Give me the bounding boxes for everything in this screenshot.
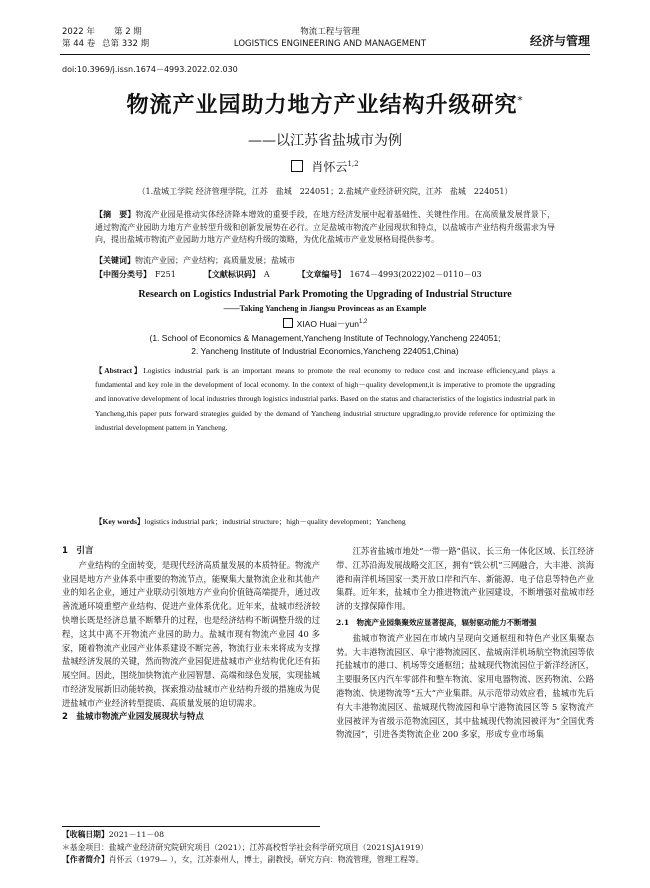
affiliation-en-line: 2. Yancheng Institute of Industrial Economics,Yancheng 224051,China) [191,346,459,356]
received-label: 【收稿日期】 [62,830,109,839]
body-paragraph: 江苏省盐城市地处“一带一路”倡议、长三角一体化区域、长江经济带、江苏沿海发展战略交汇区，拥有“铁公机”三网融合，大丰港、滨海港和南洋机场国家一类开放口岸和汽车、新能源、电子信息等特色产业集群。近年来，盐城市全力推进物流产业园建设，不断增强对盐城市经济的支撑保障作用。 [336,546,594,612]
author-name: 肖怀云 [311,160,348,174]
footnote-rule [62,826,320,827]
issue-number: 第 2 期 [114,27,142,37]
body-paragraph: 产业结构的全面转变，是现代经济高质量发展的本质特征。物流产业园是地方产业体系中重要的物流节点，能聚集大量物流企业和其他产业的知名企业，通过产业联动引领地方产业向价值链高端提升，通过改善流通环境重塑产业结构、促进产业体系优化。近年来，盐城市经济较快增长既是经济总量不断攀升的过程，也是经济结构不断调整升级的过程，这其中离不开物流产业园的助力。盐城市现有物流产业园 40 多家，随着物流产业园产业体系建设不断完善，物流行业未来将成为支撑盐城经济发展的关键，然而物流产业园促进盐城市产业结构优化还有拓展空间。因此，围绕加快物流产业园智慧、高端和绿色发展，实现盐城市经济发展新旧动能转换，探索推动盐城市产业结构升级的措施成为促进盐城市产业经济转型提质、高质量发展的迫切需求。 [62,559,320,708]
affiliation-en [60,332,590,358]
title-en: Research on Logistics Industrial Park Promoting the Upgrading of Industrial Structure [138,289,512,300]
author-affil-mark: 1,2 [347,160,359,168]
subsection-heading: 2.1 物流产业园集聚效应显著提高，辐射驱动能力不断增强 [336,617,537,627]
section-name: 经济与管理 [529,34,590,48]
header-rule [60,54,590,55]
footnotes [62,829,590,867]
issue-info [62,26,149,50]
paper-title-text: 物流产业园助力地方产业结构升级研究 [126,92,518,118]
author-en-line [60,318,590,330]
abstract-en-text: Logistics industrial park is an important means to promote the real economy to reduce cost and increase efficiency,and plays a fundamental and key role in the development of local economy. In the context of high－quality development,it is imperative to promote the upgrading and innovative development of local industries through logistics industrial parks. Based on the status and characteristics of the logistics industrial park in Yancheng,this paper puts forward strategies guided by the demand of Yancheng industrial structure upgrading,to provide reference for optimizing the industrial development pattern in Yancheng. [95,366,555,432]
subtitle-en: ——Taking Yancheng in Jiangsu Provinceas as an Example [223,304,427,313]
keywords-cn-label: 【关键词】 [95,255,135,265]
doi: doi:10.3969/j.issn.1674－4993.2022.02.030 [62,65,238,74]
checkbox-icon [291,160,303,172]
abstract-en [95,364,555,435]
journal-name-en: LOGISTICS ENGINEERING AND MANAGEMENT [233,39,427,49]
classification-row [95,269,555,280]
author-bio-label: 【作者简介】 [62,855,109,864]
abstract-cn-label: 【摘 要】 [95,209,136,219]
journal-name-cn: 物流工程与管理 [300,27,360,37]
abstract-cn-text: 物流产业园是推动实体经济降本增效的重要手段，在地方经济发展中起着基础性、关键性作用。在高质量发展背景下，通过物流产业园助力地方产业转型升级和创新发展势在必行。立足盐城市物流产业园现状和特点，以盐城市产业结构升级需求为导向，提出盐城市物流产业园助力地方产业结构升级的策略，为优化盐城市产业发展格局提供参考。 [95,210,555,244]
abstract-en-label: 【Abstract】 [95,366,144,375]
received-date: 2021－11－08 [108,830,165,839]
author-en-name: XIAO Huai－yun [296,319,360,329]
affiliation-cn: （1.盐城工学院 经济管理学院，江苏 盐城 224051；2.盐城产业经济研究院，江苏 盐城 224051） [137,187,513,196]
total-issue: 总第 332 期 [102,39,150,49]
keywords-en-text: logistics industrial park；industrial structure；high－quality development；Yancheng [144,517,406,526]
doc-code-label: 【文献标识码】 [203,269,256,279]
section-heading: 1 引言 [62,546,94,556]
title-footnote-mark: * [517,95,524,107]
body-right-column [336,545,594,742]
keywords-en [95,516,555,527]
fund-note: ＊基金项目：盐城产业经济研究院研究项目（2021）；江苏高校哲学社会科学研究项目（2021SJA1919） [62,842,429,852]
checkbox-icon [283,318,293,328]
author-bio: 肖怀云（1979— ），女，江苏泰州人，博士，副教授，研究方向：物流管理，管理工程等。 [108,855,424,864]
author-en-affil-mark: 1,2 [359,319,368,326]
article-no-label: 【文章编号】 [297,269,342,279]
year: 2022 年 [62,27,95,37]
body-left-column [62,545,320,724]
clc-value: F251 [155,270,176,279]
doc-code-value: A [263,270,270,279]
journal-name [200,26,460,50]
keywords-cn [95,255,555,266]
article-no-value: 1674－4993(2022)02－0110－03 [349,270,482,279]
section-heading: 2 盐城市物流产业园发展现状与特点 [62,711,204,722]
affiliation-en-line: (1. School of Economics & Management,Yancheng Institute of Technology,Yancheng 224051; [149,333,501,343]
keywords-en-label: 【Key words】 [95,517,145,526]
paper-subtitle: ——以江苏省盐城市为例 [248,133,402,149]
author-line [40,158,610,175]
paper-title [40,88,610,119]
clc-label: 【中图分类号】 [95,269,147,279]
body-paragraph: 盐城市物流产业园在市域内呈现向交通枢纽和特色产业区集聚态势。大丰港物流园区、阜宁港物流园区、盐城南洋机场航空物流园等依托盐城市的港口、机场等交通枢纽；盐城现代物流园位于新洋经济区，主要服务区内汽车零部件和整车物流、家用电器物流、医药物流、公路港物流、快递物流等“五大”产业集群。从示范带动效应看，盐城市先后有大丰港物流园区、盐城现代物流园和阜宁港物流园区等 5 家物流产业园被评为省级示范物流园区，其中盐城现代物流园被评为“全国优秀物流园”，引进各类物流企业 200 多家，形成专业市场集 [336,632,594,740]
volume: 第 44 卷 [62,39,96,49]
keywords-cn-text: 物流产业园；产业结构；高质量发展；盐城市 [135,256,295,265]
abstract-cn [95,208,555,247]
